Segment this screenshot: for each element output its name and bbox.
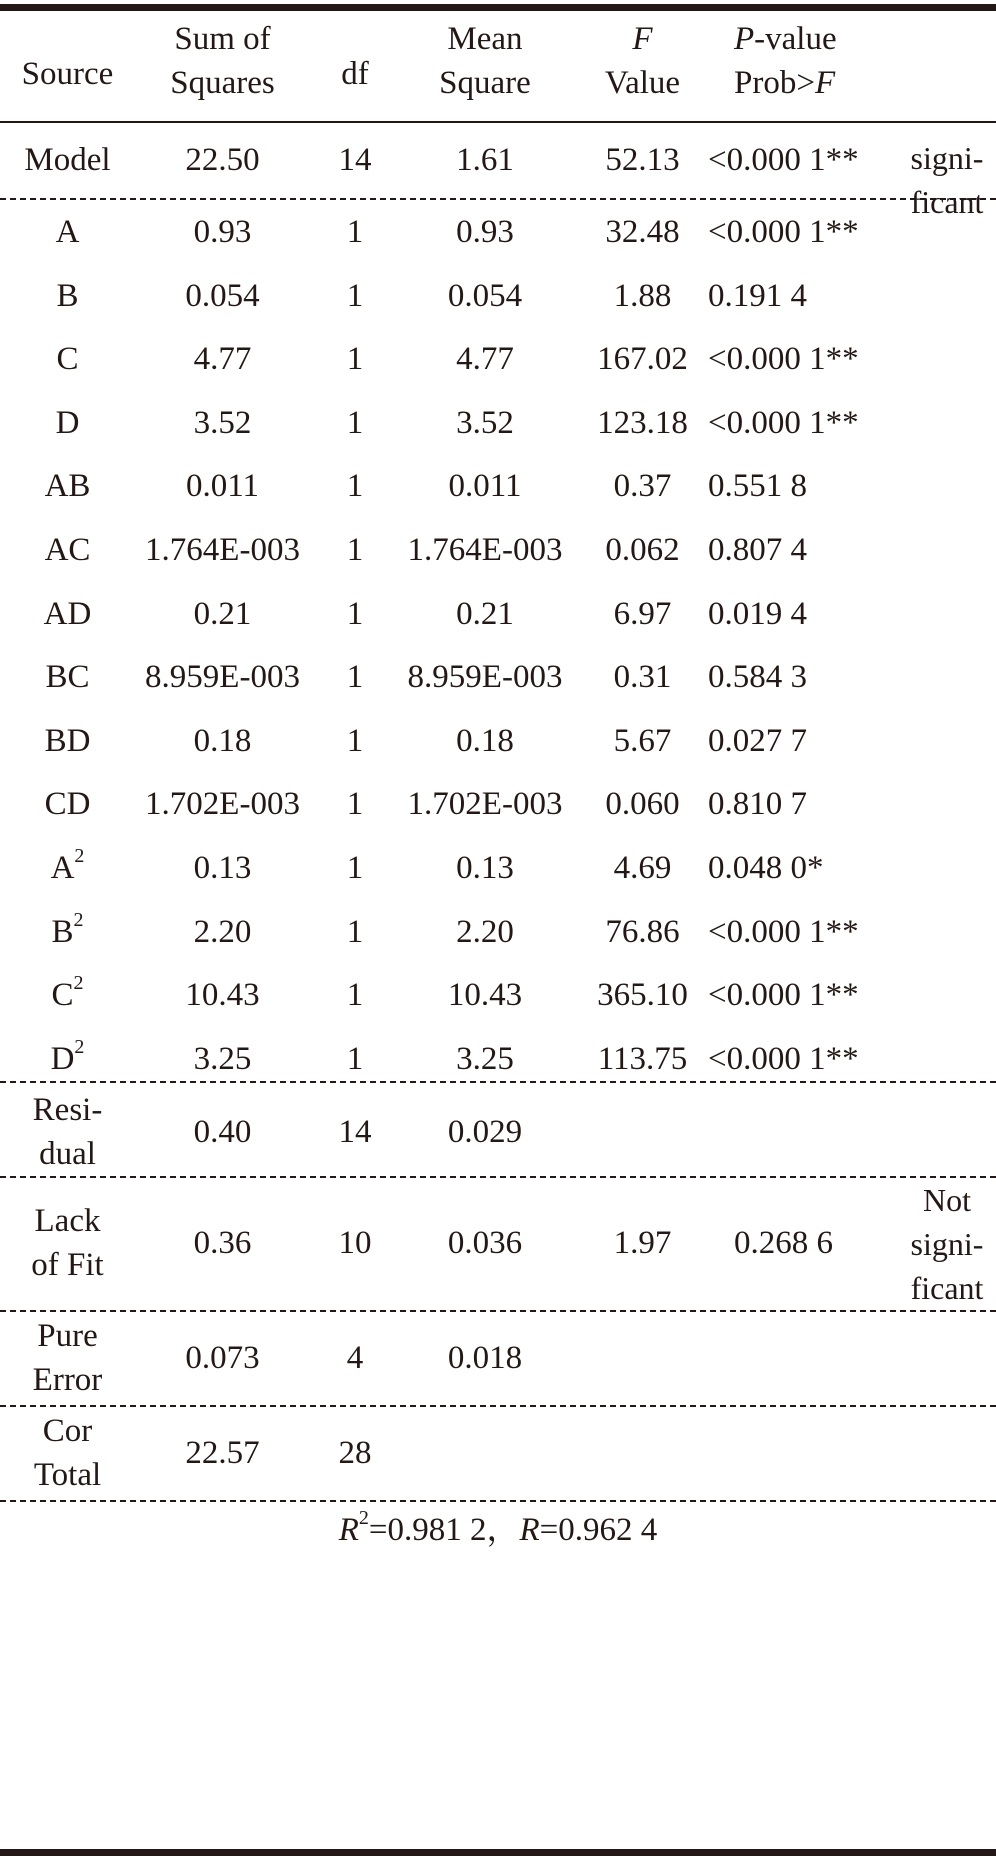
cell-p-row-8: 0.584 3 [708,659,807,695]
cell-source-row-4: D [55,405,80,441]
table-header-rule [0,121,996,123]
cell-df-row-3: 1 [346,341,364,377]
cell-f-row-9: 5.67 [613,723,672,759]
cell-p-row-2: 0.191 4 [708,278,807,314]
cell-ms-pure-error: 0.018 [447,1340,523,1376]
cell-ss-row-8: 8.959E-003 [145,659,300,695]
cell-source-row-1: A [55,214,80,250]
cell-f-row-12: 76.86 [605,914,680,950]
cell-df-row-6: 1 [346,532,364,568]
divider-after-lack-of-fit [0,1310,996,1312]
cell-ss-lack-of-fit: 0.36 [193,1225,252,1261]
cell-source-row-7: AD [43,596,92,632]
cell-ms-row-7: 0.21 [456,596,514,632]
cell-source-residual: Resi- dual [32,1092,103,1172]
cell-p-row-13: <0.000 1** [708,977,859,1013]
cell-note-model: signi- ficant [910,140,984,220]
cell-ss-row-4: 3.52 [193,405,252,441]
cell-ms-lack-of-fit: 0.036 [447,1225,523,1261]
cell-ss-residual: 0.40 [193,1114,252,1150]
cell-df-row-14: 1 [346,1041,364,1077]
cell-f-row-1: 32.48 [605,214,680,250]
cell-source-row-6: AC [44,532,91,568]
cell-p-row-5: 0.551 8 [708,468,807,504]
cell-df-row-12: 1 [346,914,364,950]
cell-f-row-5: 0.37 [613,468,672,504]
cell-f-model: 52.13 [605,142,680,178]
cell-f-row-10: 0.060 [605,786,680,822]
cell-p-row-12: <0.000 1** [708,914,859,950]
cell-df-row-10: 1 [346,786,364,822]
cell-df-row-4: 1 [346,405,364,441]
cell-df-row-5: 1 [346,468,364,504]
cell-ms-row-5: 0.011 [448,468,522,504]
cell-df-cor-total: 28 [338,1435,372,1471]
cell-ss-row-6: 1.764E-003 [145,532,300,568]
divider-after-cor-total [0,1500,996,1502]
cell-ms-row-3: 4.77 [456,341,514,377]
cell-ss-row-3: 4.77 [193,341,252,377]
cell-source-row-2: B [56,278,79,314]
cell-df-row-8: 1 [346,659,364,695]
divider-after-pure-error [0,1405,996,1407]
header-f-value: F Value [604,21,681,101]
cell-f-row-4: 123.18 [597,405,688,441]
cell-p-row-6: 0.807 4 [708,532,807,568]
cell-source-model: Model [24,142,111,178]
table-bottom-rule [0,1849,996,1856]
cell-df-row-7: 1 [346,596,364,632]
cell-df-row-13: 1 [346,977,364,1013]
cell-ss-row-5: 0.011 [185,468,260,504]
cell-df-row-1: 1 [346,214,364,250]
header-df: df [341,56,369,92]
cell-ms-row-11: 0.13 [456,850,514,886]
cell-ss-pure-error: 0.073 [185,1340,260,1376]
cell-ss-cor-total: 22.57 [185,1435,260,1471]
cell-df-row-9: 1 [346,723,364,759]
cell-ss-row-13: 10.43 [185,977,260,1013]
cell-df-model: 14 [338,142,372,178]
table-footnote-r-squared: $R^2=0.981$ 2，R=0.962 4 [338,1507,658,1548]
cell-source-cor-total: Cor Total [33,1413,102,1493]
cell-df-residual: 14 [338,1114,372,1150]
cell-ss-row-10: 1.702E-003 [145,786,300,822]
cell-source-row-11: $A^2$ [50,845,85,886]
cell-ss-row-12: 2.20 [193,914,252,950]
cell-ms-row-6: 1.764E-003 [407,532,563,568]
cell-ms-residual: 0.029 [447,1114,523,1150]
cell-ms-row-12: 2.20 [456,914,514,950]
cell-source-row-5: AB [44,468,91,504]
cell-df-row-2: 1 [346,278,364,314]
cell-f-row-3: 167.02 [597,341,688,377]
cell-p-row-1: <0.000 1** [708,214,859,250]
cell-p-row-3: <0.000 1** [708,341,859,377]
cell-ss-row-1: 0.93 [193,214,252,250]
cell-ss-row-2: 0.054 [185,278,260,314]
cell-ms-row-8: 8.959E-003 [407,659,563,695]
cell-ms-row-10: 1.702E-003 [407,786,563,822]
cell-source-row-13: $C^2$ [51,972,84,1013]
cell-p-row-10: 0.810 7 [708,786,807,822]
cell-ss-row-14: 3.25 [193,1041,252,1077]
cell-ms-model: 1.61 [456,142,514,178]
header-p-value: P-value Prob>F [734,21,837,101]
cell-p-row-9: 0.027 7 [708,723,807,759]
cell-f-row-7: 6.97 [613,596,672,632]
cell-f-lack-of-fit: 1.97 [613,1225,672,1261]
cell-df-lack-of-fit: 10 [338,1225,372,1261]
header-sum-of-squares: Sum of Squares [170,21,275,101]
cell-source-pure-error: Pure Error [32,1318,103,1398]
cell-ms-row-1: 0.93 [456,214,514,250]
cell-f-row-6: 0.062 [605,532,680,568]
cell-source-row-14: $D^2$ [50,1036,85,1077]
cell-f-row-13: 365.10 [597,977,688,1013]
header-mean-square: Mean Square [439,21,531,101]
cell-f-row-2: 1.88 [613,278,672,314]
cell-ss-row-11: 0.13 [193,850,252,886]
cell-ss-row-7: 0.21 [193,596,252,632]
table-top-rule [0,4,996,11]
cell-source-row-10: CD [44,786,91,822]
cell-p-lack-of-fit: 0.268 6 [734,1225,833,1261]
cell-ss-model: 22.50 [185,142,260,178]
cell-source-row-9: BD [44,723,91,759]
cell-note-lack-of-fit: Not signi- ficant [910,1182,984,1306]
cell-source-row-12: $B^2$ [51,909,84,950]
cell-ms-row-2: 0.054 [447,278,523,314]
cell-source-lack-of-fit: Lack of Fit [31,1203,104,1283]
cell-p-row-4: <0.000 1** [708,405,859,441]
cell-p-model: <0.000 1** [708,142,859,178]
divider-after-model [0,198,996,200]
cell-ms-row-9: 0.18 [456,723,514,759]
cell-p-row-14: <0.000 1** [708,1041,859,1077]
cell-source-row-8: BC [45,659,90,695]
cell-p-row-11: 0.048 0* [708,850,824,886]
cell-ms-row-13: 10.43 [447,977,523,1013]
cell-df-row-11: 1 [346,850,364,886]
cell-f-row-14: 113.75 [597,1041,688,1077]
cell-ss-row-9: 0.18 [193,723,252,759]
cell-source-row-3: C [56,341,79,377]
cell-ms-row-14: 3.25 [456,1041,514,1077]
header-source: Source [21,56,114,92]
cell-ms-row-4: 3.52 [456,405,514,441]
cell-p-row-7: 0.019 4 [708,596,807,632]
divider-after-residual [0,1176,996,1178]
cell-f-row-8: 0.31 [613,659,672,695]
cell-df-pure-error: 4 [346,1340,364,1376]
cell-f-row-11: 4.69 [613,850,672,886]
